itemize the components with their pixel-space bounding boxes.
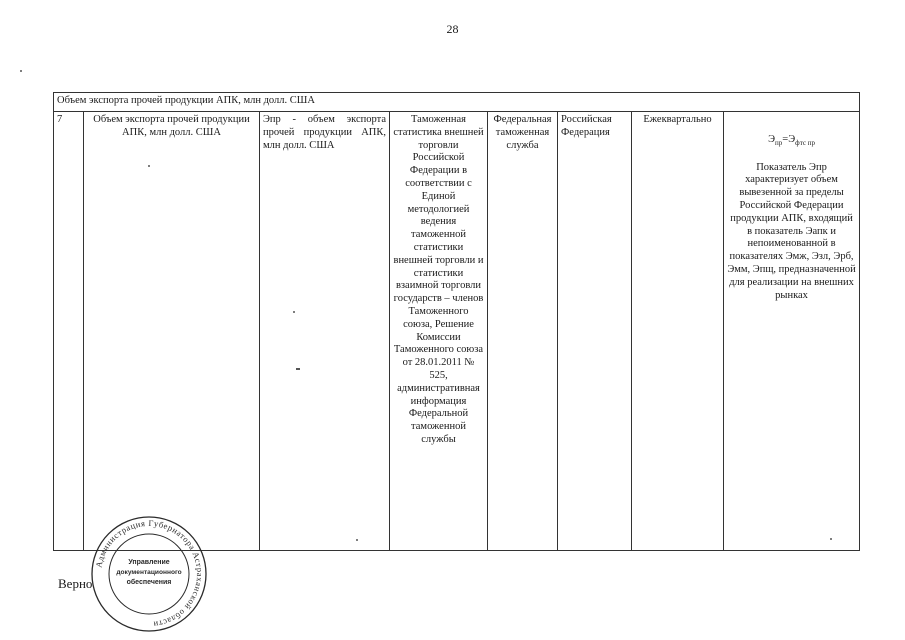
indicator-code: Эпр - объем экспорта прочей продукции АПК, млн долл. США bbox=[260, 112, 390, 551]
data-source: Таможенная статистика внешней торговли Российской Федерации в соответствии с Единой методологией ведения таможенной статистики внешней торговли и статистики взаимной торговли государств – членов Таможенного союза, Решение Комиссии Таможенного союза от 28.01.2011 № 525, административная информация Федеральной таможенной службы bbox=[390, 112, 488, 551]
scan-speck bbox=[830, 538, 832, 540]
scan-speck bbox=[296, 368, 300, 370]
page-number: 28 bbox=[446, 22, 459, 36]
svg-text:документационного: документационного bbox=[116, 569, 182, 576]
svg-text:Администрация Губернатора Астр: Администрация Губернатора Астраханской области bbox=[93, 517, 206, 630]
responsible-organization: Федеральная таможенная служба bbox=[488, 112, 558, 551]
certification-label: Верно bbox=[58, 576, 93, 591]
scan-speck bbox=[356, 539, 358, 541]
calculation-method bbox=[724, 112, 860, 551]
row-number: 7 bbox=[54, 112, 84, 551]
method-description: Показатель Эпр характеризует объем вывезенной за пределы Российской Федерации продукции АПК, входящий в показатель Эапк и непоименованной в показателях Эмж, Эзл, Эрб, Эмм, Эпщ, предназначенной для реализации на внешних рынках bbox=[727, 161, 856, 301]
scan-speck bbox=[20, 70, 22, 72]
official-stamp bbox=[88, 515, 210, 633]
svg-text:обеспечения: обеспечения bbox=[126, 579, 172, 586]
table-row bbox=[54, 112, 860, 551]
indicator-name: Объем экспорта прочей продукции АПК, млн долл. США bbox=[84, 112, 260, 551]
section-title: Объем экспорта прочей продукции АПК, млн долл. США bbox=[54, 93, 860, 112]
formula: $Э_{пр}=Э_{фтс пр}$ bbox=[768, 134, 815, 148]
territory: Российская Федерация bbox=[558, 112, 632, 551]
svg-text:Управление: Управление bbox=[128, 559, 170, 566]
scan-speck bbox=[293, 311, 295, 313]
indicator-table bbox=[53, 92, 860, 551]
periodicity: Ежеквартально bbox=[632, 112, 724, 551]
scan-speck bbox=[148, 165, 150, 167]
